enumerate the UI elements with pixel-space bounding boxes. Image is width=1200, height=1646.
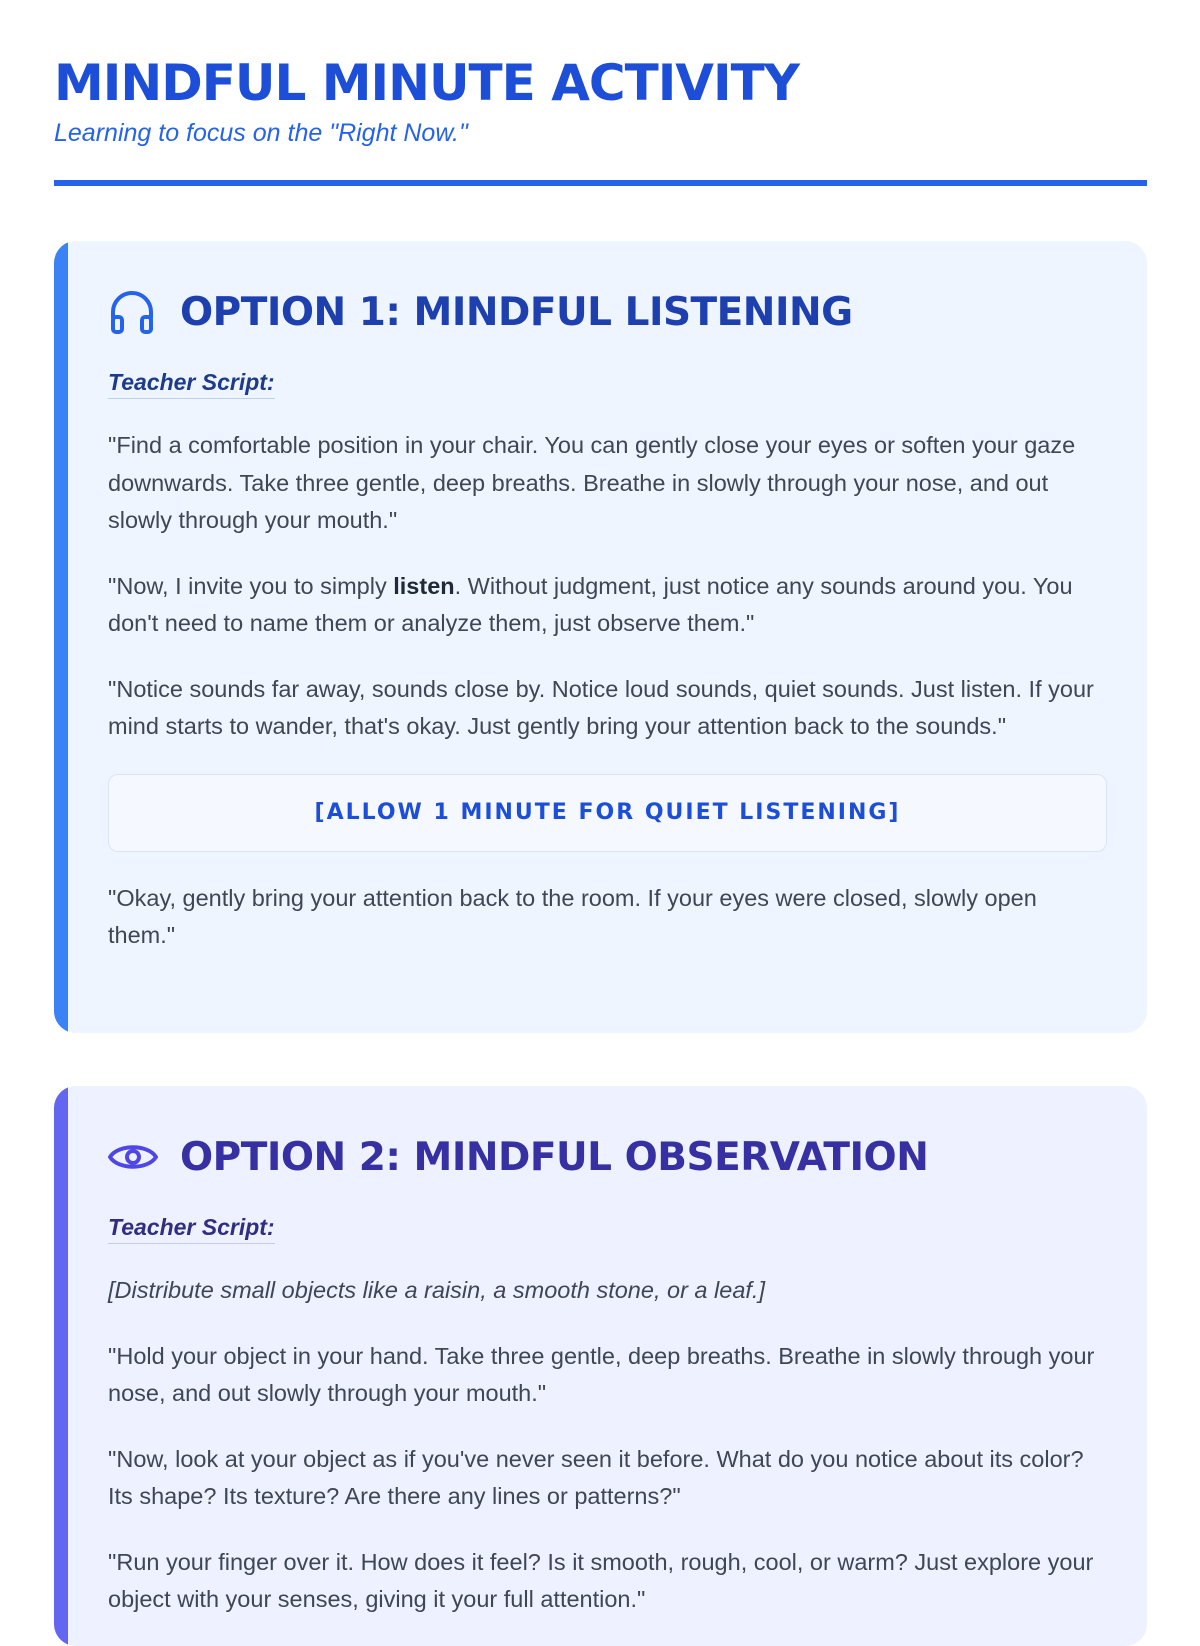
page-subtitle: Learning to focus on the "Right Now." [54,119,468,147]
teacher-script-label: Teacher Script: [108,1212,275,1244]
script-paragraph: "Run your finger over it. How does it feel? Is it smooth, rough, cool, or warm? Just explore your object with your senses, giving it your full attention." [108,1548,1094,1612]
teacher-script-label: Teacher Script: [108,367,275,399]
script-paragraph-listen [108,568,1107,643]
title-divider [54,180,1147,186]
page-header [54,0,1147,186]
timing-callout: [ALLOW 1 MINUTE FOR QUIET LISTENING] [108,774,1107,852]
script-text: "Now, I invite you to simply [108,572,394,599]
option-1-heading [108,281,1107,343]
stage-direction: [Distribute small objects like a raisin, a smooth stone, or a leaf.] [108,1277,765,1303]
worksheet-page [54,0,1147,1612]
option-2-title: OPTION 2: MINDFUL OBSERVATION [180,1134,929,1180]
page-title: MINDFUL MINUTE ACTIVITY [54,54,799,112]
script-paragraph: "Hold your object in your hand. Take three gentle, deep breaths. Breathe in slowly through your nose, and out slowly through your mouth." [108,1342,1095,1406]
emphasis-listen: listen [393,572,455,599]
headphones-icon [108,287,158,337]
option-2-heading [108,1126,1107,1188]
script-paragraph: "Notice sounds far away, sounds close by. Notice loud sounds, quiet sounds. Just listen. If your mind starts to wander, that's okay. Just gently bring your attention back to the sounds." [108,675,1094,739]
option-1-card [54,241,1147,1033]
option-2-card [54,1086,1147,1646]
script-paragraph: "Now, look at your object as if you've never seen it before. What do you notice about its color? Its shape? Its texture? Are there any lines or patterns?" [108,1445,1084,1509]
script-paragraph: "Okay, gently bring your attention back to the room. If your eyes were closed, slowly open them." [108,884,1037,948]
script-text: . Without judgment, just notice any sounds around you. You don't need to name them or analyze them, just observe them." [108,572,1073,636]
eye-icon [108,1132,158,1182]
script-paragraph: "Find a comfortable position in your chair. You can gently close your eyes or soften your gaze downwards. Take three gentle, deep breaths. Breathe in slowly through your nose, and out slowly through your mouth." [108,432,1076,533]
option-1-title: OPTION 1: MINDFUL LISTENING [180,289,853,335]
